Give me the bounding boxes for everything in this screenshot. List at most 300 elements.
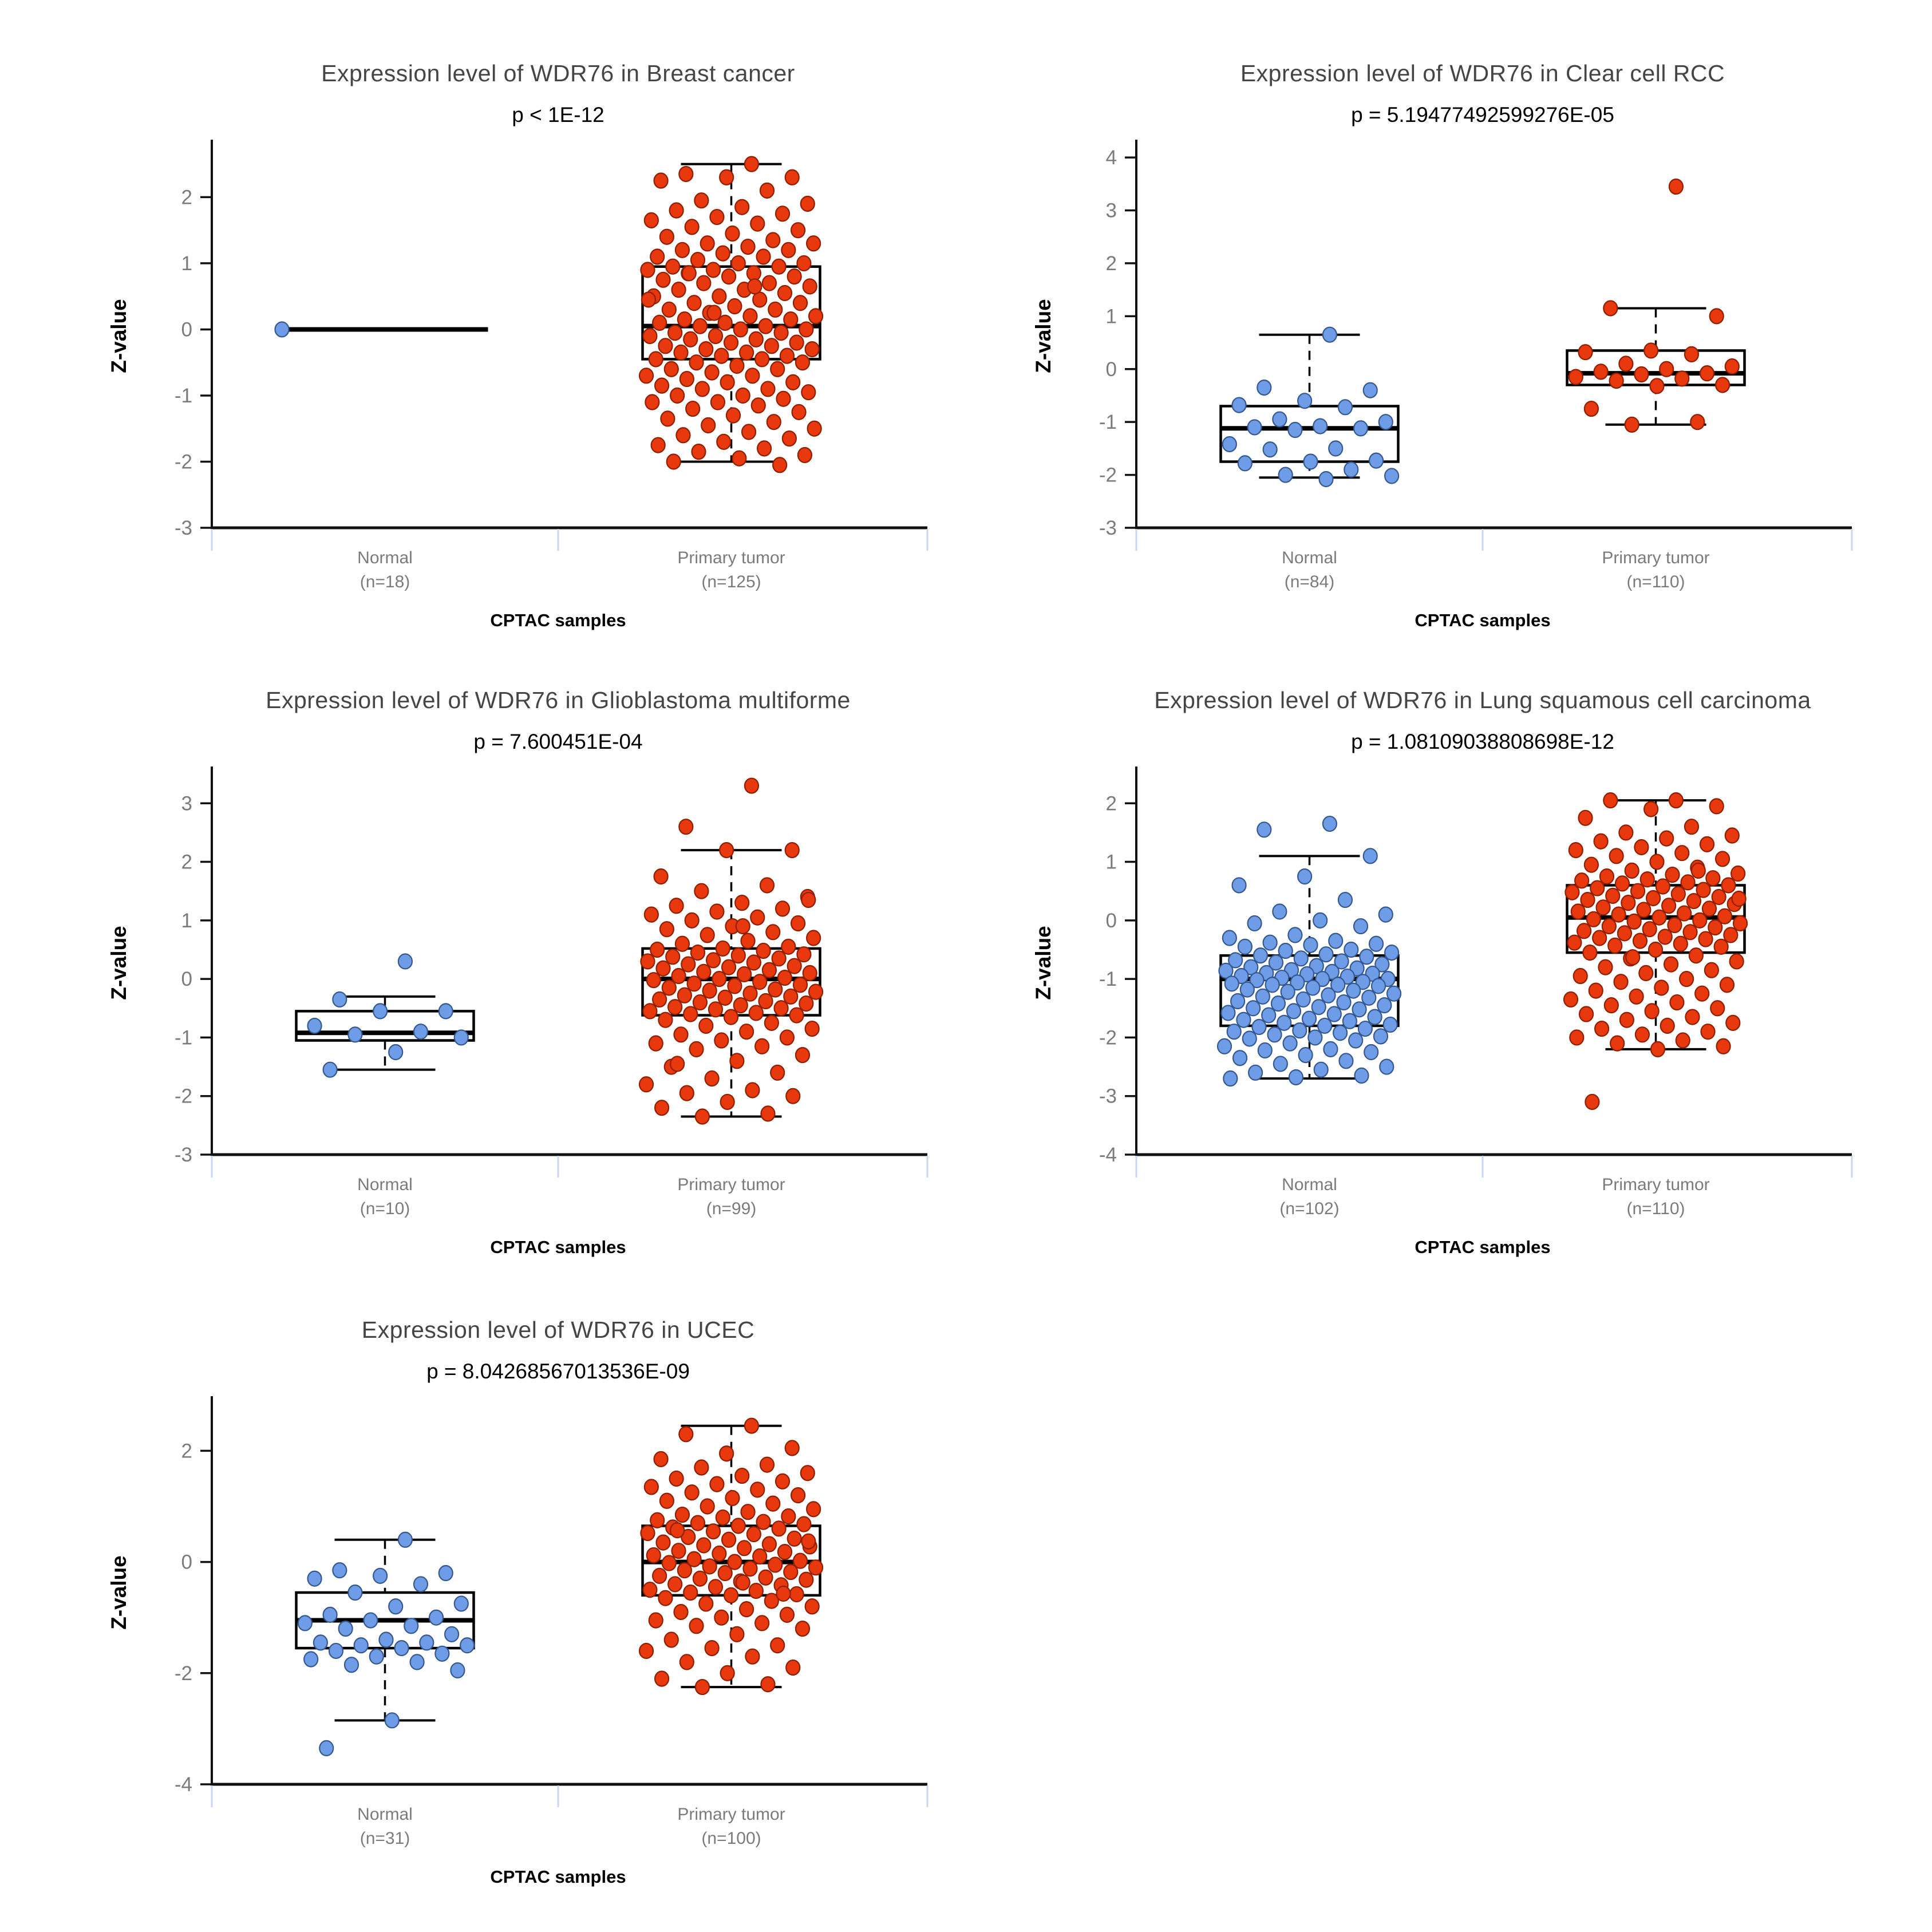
data-point	[1257, 380, 1271, 395]
data-point	[757, 943, 771, 958]
data-point	[808, 421, 821, 436]
data-point	[743, 986, 757, 1001]
data-point	[650, 249, 664, 264]
data-point	[1344, 462, 1358, 477]
data-point	[1619, 357, 1633, 372]
data-point	[414, 1577, 428, 1591]
data-point	[798, 448, 812, 463]
data-point	[793, 977, 807, 992]
data-point	[1643, 922, 1657, 937]
data-point	[1668, 918, 1681, 933]
data-point	[688, 976, 701, 991]
data-point	[1634, 840, 1648, 855]
data-point	[1716, 851, 1729, 866]
data-point	[1323, 327, 1337, 342]
p-value-label: p = 7.600451E-04	[473, 730, 643, 753]
data-point	[1266, 977, 1279, 992]
data-point	[404, 1618, 418, 1633]
y-axis-title: Z-value	[107, 299, 131, 373]
data-point	[1238, 456, 1252, 471]
data-point	[645, 907, 658, 922]
group-count-label: (n=18)	[359, 572, 410, 591]
data-point	[1256, 989, 1270, 1004]
data-point	[722, 269, 736, 284]
data-point	[679, 167, 693, 181]
data-point	[781, 1509, 795, 1524]
data-point	[1248, 420, 1262, 434]
data-point	[1579, 345, 1593, 359]
data-point	[732, 948, 745, 963]
data-point	[777, 1586, 791, 1601]
data-point	[788, 959, 801, 974]
data-point	[750, 1482, 764, 1497]
data-point	[666, 949, 679, 964]
data-point	[740, 345, 753, 360]
data-point	[699, 342, 713, 357]
data-point	[1249, 1065, 1262, 1080]
data-point	[807, 1502, 820, 1516]
data-point	[1710, 799, 1724, 813]
chart-lung-squamous-cell-carcinoma	[999, 661, 1892, 1288]
data-point	[1660, 362, 1673, 377]
data-point	[1232, 878, 1246, 892]
data-point	[785, 1441, 799, 1456]
data-point	[728, 299, 741, 314]
chart-ucec	[74, 1291, 967, 1918]
data-point	[647, 1548, 661, 1563]
y-tick-label: -3	[1099, 1085, 1117, 1108]
data-point	[1618, 926, 1631, 941]
data-point	[661, 411, 674, 426]
data-point	[1701, 1024, 1715, 1039]
data-point	[333, 1563, 346, 1578]
group-label: Normal	[357, 1805, 413, 1824]
y-tick-label: -3	[1099, 517, 1117, 539]
data-point	[323, 1607, 337, 1622]
data-point	[674, 1027, 688, 1042]
chart-glioblastoma-multiforme	[74, 661, 967, 1288]
data-point	[749, 332, 763, 347]
data-point	[672, 282, 686, 297]
data-point	[741, 934, 755, 949]
data-point	[1597, 900, 1610, 915]
data-point	[1695, 986, 1709, 1001]
data-point	[697, 276, 710, 291]
data-point	[1246, 1001, 1260, 1016]
data-point	[755, 351, 769, 366]
data-point	[1674, 937, 1688, 951]
data-point	[717, 434, 730, 449]
data-point	[1685, 347, 1698, 362]
data-point	[398, 954, 412, 969]
data-point	[1223, 1071, 1237, 1086]
data-point	[1338, 400, 1352, 414]
data-point	[797, 256, 811, 271]
data-point	[703, 983, 717, 998]
data-point	[1630, 989, 1643, 1004]
data-point	[683, 1585, 697, 1600]
data-point	[1339, 1053, 1353, 1068]
data-point	[1646, 891, 1660, 906]
y-tick-label: 2	[181, 851, 192, 874]
data-point	[741, 1504, 755, 1519]
data-point	[709, 329, 722, 343]
data-point	[732, 256, 745, 271]
data-point	[1634, 367, 1648, 382]
data-point	[749, 1583, 763, 1598]
data-point	[1287, 1003, 1301, 1018]
group-label: Normal	[1282, 1175, 1337, 1194]
y-tick-label: -1	[174, 1026, 192, 1049]
data-point	[1644, 343, 1658, 358]
chart-title: Expression level of WDR76 in UCEC	[361, 1317, 755, 1343]
data-point	[762, 1537, 776, 1552]
boxplot-canvas	[74, 1389, 967, 1893]
data-point	[699, 1596, 713, 1611]
data-point	[1374, 1029, 1388, 1044]
data-point	[1369, 937, 1383, 951]
y-tick-label: -2	[1099, 464, 1117, 487]
data-point	[734, 998, 748, 1013]
data-point	[766, 233, 780, 248]
data-point	[1610, 373, 1623, 388]
data-point	[745, 157, 758, 172]
data-point	[801, 892, 815, 907]
data-point	[668, 325, 682, 340]
data-point	[653, 992, 666, 1007]
data-point	[1274, 1056, 1287, 1071]
data-point	[1385, 945, 1398, 960]
data-point	[1575, 873, 1589, 888]
data-point	[761, 1677, 775, 1692]
data-point	[1268, 1027, 1282, 1042]
data-point	[651, 438, 665, 453]
data-point	[364, 1613, 377, 1628]
data-point	[1223, 931, 1236, 946]
data-point	[710, 1477, 724, 1492]
data-point	[658, 1591, 672, 1606]
data-point	[460, 1638, 474, 1653]
data-point	[1569, 370, 1583, 385]
data-point	[660, 230, 674, 244]
data-point	[1669, 179, 1683, 194]
data-point	[721, 375, 734, 390]
data-point	[314, 1635, 327, 1650]
data-point	[737, 1540, 751, 1555]
data-point	[785, 843, 799, 858]
data-point	[319, 1741, 333, 1756]
data-point	[750, 216, 764, 231]
data-point	[304, 1652, 318, 1667]
data-point	[670, 898, 683, 913]
data-point	[1693, 913, 1706, 928]
data-point	[1303, 454, 1317, 469]
data-point	[805, 1021, 819, 1036]
data-point	[710, 210, 724, 224]
data-point	[298, 1615, 312, 1630]
y-tick-label: 0	[1105, 909, 1117, 932]
data-point	[753, 974, 767, 989]
data-point	[385, 1713, 399, 1728]
data-point	[1710, 1001, 1724, 1016]
data-point	[1238, 939, 1252, 954]
data-point	[1279, 468, 1293, 483]
data-point	[691, 252, 705, 267]
data-point	[706, 953, 720, 967]
data-point	[786, 375, 800, 390]
data-point	[1721, 878, 1735, 892]
data-point	[720, 1446, 733, 1461]
data-point	[1571, 904, 1585, 919]
data-point	[685, 219, 699, 234]
data-point	[1343, 1014, 1357, 1029]
data-point	[308, 1018, 322, 1033]
data-point	[712, 971, 726, 986]
data-point	[1233, 1050, 1247, 1065]
data-point	[639, 368, 653, 383]
data-point	[705, 365, 719, 380]
data-point	[662, 1556, 676, 1571]
y-axis-title: Z-value	[107, 926, 131, 1000]
data-point	[1732, 891, 1746, 906]
data-point	[730, 1053, 744, 1068]
y-axis-title: Z-value	[1032, 299, 1055, 373]
y-tick-label: 0	[1105, 358, 1117, 381]
data-point	[1621, 895, 1635, 910]
data-point	[780, 349, 794, 364]
data-point	[667, 454, 681, 469]
data-point	[455, 1596, 468, 1611]
data-point	[1574, 969, 1587, 983]
data-point	[807, 236, 820, 251]
group-label: Primary tumor	[677, 1175, 785, 1194]
data-point	[1633, 934, 1647, 949]
data-point	[672, 1543, 686, 1558]
data-point	[1590, 881, 1604, 896]
data-point	[772, 259, 786, 274]
data-point	[655, 378, 669, 393]
data-point	[1603, 301, 1617, 315]
chart-title: Expression level of WDR76 in Glioblastoma multiforme	[266, 687, 851, 713]
data-point	[791, 1488, 805, 1503]
data-point	[761, 1106, 775, 1121]
data-point	[1705, 963, 1718, 978]
data-point	[348, 1585, 362, 1600]
y-tick-label: -2	[174, 1662, 192, 1685]
y-tick-label: -3	[174, 1144, 192, 1166]
group-label: Normal	[1282, 548, 1337, 567]
data-point	[1232, 398, 1246, 413]
data-point	[1684, 924, 1697, 939]
data-point	[776, 206, 789, 221]
x-axis-title: CPTAC samples	[1415, 1237, 1551, 1257]
data-point	[1690, 414, 1704, 429]
data-point	[771, 1065, 784, 1080]
data-point	[653, 1568, 666, 1583]
data-point	[339, 1621, 353, 1636]
data-point	[1692, 863, 1705, 878]
data-point	[1327, 1007, 1341, 1022]
data-point	[734, 322, 748, 337]
data-point	[370, 1649, 384, 1664]
data-point	[730, 1627, 744, 1642]
data-point	[759, 994, 773, 1009]
y-tick-label: 0	[181, 968, 192, 991]
data-point	[1656, 879, 1670, 894]
data-point	[772, 1521, 786, 1536]
data-point	[784, 312, 797, 327]
data-point	[1726, 1016, 1740, 1030]
data-point	[1725, 359, 1739, 374]
y-tick-label: 0	[181, 318, 192, 341]
data-point	[721, 1095, 734, 1109]
data-point	[1650, 378, 1664, 393]
data-point	[797, 1517, 811, 1532]
data-point	[1587, 912, 1601, 927]
y-tick-label: 1	[181, 252, 192, 275]
data-point	[691, 945, 705, 960]
chart-breast-cancer	[74, 34, 967, 661]
data-point	[1714, 939, 1728, 954]
data-point	[1277, 1016, 1291, 1030]
data-point	[1626, 950, 1639, 965]
data-point	[655, 1672, 669, 1686]
data-point	[688, 295, 701, 310]
data-point	[656, 272, 670, 287]
data-point	[1677, 906, 1691, 921]
data-point	[694, 884, 708, 899]
boxplot-canvas	[74, 133, 967, 637]
data-point	[681, 957, 695, 972]
data-point	[759, 319, 773, 334]
data-point	[771, 362, 784, 377]
data-point	[1669, 793, 1683, 808]
data-point	[1652, 910, 1666, 925]
data-point	[796, 1621, 809, 1636]
data-point	[329, 1643, 343, 1658]
data-point	[1271, 996, 1285, 1011]
data-point	[1672, 887, 1685, 902]
data-point	[690, 355, 704, 370]
data-point	[1680, 971, 1693, 986]
data-point	[1248, 916, 1262, 931]
data-point	[1594, 834, 1608, 849]
data-point	[718, 990, 732, 1005]
data-point	[759, 1570, 773, 1585]
data-point	[1567, 935, 1581, 950]
data-point	[1337, 995, 1351, 1010]
p-value-label: p = 1.08109038808698E-12	[1351, 730, 1614, 753]
data-point	[679, 819, 693, 834]
data-point	[773, 457, 787, 472]
data-point	[1685, 819, 1698, 834]
data-point	[692, 444, 705, 459]
data-point	[1625, 417, 1639, 432]
data-point	[1670, 995, 1684, 1010]
data-point	[647, 973, 661, 987]
data-point	[768, 302, 782, 317]
data-point	[1731, 866, 1745, 881]
data-point	[670, 1471, 683, 1486]
data-point	[1610, 1036, 1624, 1051]
data-point	[1699, 932, 1713, 947]
data-point	[1681, 875, 1695, 890]
data-point	[790, 335, 804, 350]
data-point	[716, 1510, 730, 1525]
data-point	[718, 1566, 732, 1581]
data-point	[1600, 869, 1614, 884]
data-point	[1218, 1039, 1231, 1054]
data-point	[1289, 1070, 1303, 1085]
data-point	[1644, 801, 1658, 816]
data-point	[642, 292, 655, 307]
data-point	[439, 1566, 453, 1581]
data-point	[1627, 914, 1641, 929]
data-point	[796, 355, 809, 370]
data-point	[801, 385, 815, 400]
data-point	[737, 967, 751, 982]
data-point	[741, 239, 755, 254]
data-point	[757, 249, 771, 264]
data-point	[1240, 982, 1254, 997]
data-point	[439, 1003, 453, 1018]
data-point	[735, 1468, 749, 1483]
data-point	[1299, 1048, 1313, 1062]
data-point	[709, 1579, 722, 1594]
data-point	[799, 322, 813, 337]
data-point	[1702, 901, 1716, 916]
data-point	[694, 1460, 708, 1475]
data-point	[1321, 988, 1335, 1003]
data-point	[1333, 1025, 1347, 1040]
data-point	[797, 947, 811, 962]
data-point	[1598, 960, 1612, 975]
data-point	[722, 1532, 736, 1547]
data-point	[724, 335, 738, 350]
data-point	[778, 970, 792, 985]
data-point	[670, 203, 683, 218]
data-point	[760, 1457, 774, 1472]
data-point	[732, 451, 746, 466]
data-point	[709, 1002, 722, 1017]
data-point	[796, 1048, 809, 1062]
data-point	[732, 1518, 745, 1533]
data-point	[701, 1499, 714, 1514]
data-point	[781, 243, 795, 258]
data-point	[680, 372, 694, 386]
data-point	[1344, 942, 1358, 957]
data-point	[670, 1523, 684, 1538]
data-point	[1362, 990, 1376, 1005]
data-point	[1706, 871, 1720, 886]
data-point	[697, 1538, 710, 1552]
data-point	[1689, 948, 1703, 963]
data-point	[1221, 1005, 1235, 1020]
data-point	[777, 392, 791, 406]
data-point	[1308, 1030, 1322, 1045]
group-count-label: (n=99)	[706, 1199, 757, 1218]
y-tick-label: 1	[1105, 305, 1117, 328]
data-point	[718, 315, 732, 330]
data-point	[1658, 929, 1672, 944]
boxplot-canvas	[999, 133, 1892, 637]
data-point	[757, 1515, 771, 1530]
data-point	[429, 1610, 443, 1625]
data-point	[1605, 998, 1618, 1013]
data-point	[323, 1062, 337, 1077]
data-point	[786, 1660, 800, 1675]
data-point	[1346, 983, 1360, 998]
